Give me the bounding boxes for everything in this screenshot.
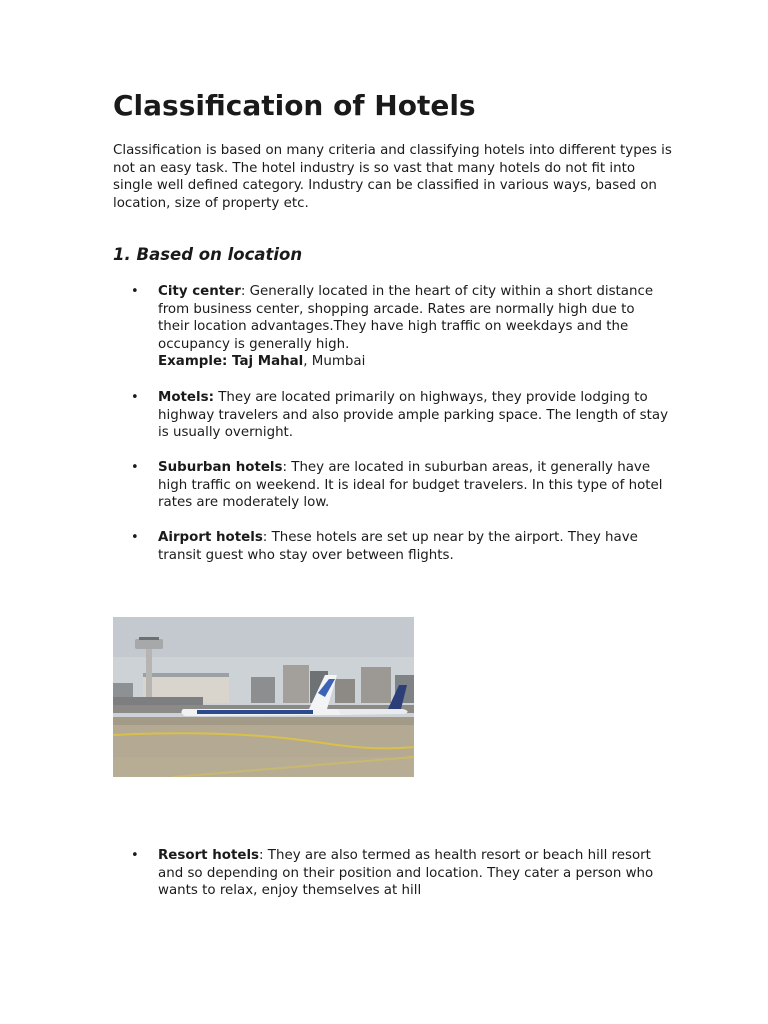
item-term: Suburban hotels [158,460,283,475]
item-term: Motels: [158,390,214,405]
section-heading: 1. Based on location [113,245,303,264]
item-text: : These hotels are set up near by the airport. They have transit guest who stay over between flights. [158,530,638,563]
control-tower [146,649,152,703]
item-text: : They are also termed as health resort or beach hill resort and so depending on their position and location. They cater a person who wants to relax, enjoy themselves at hill [158,848,654,899]
list-item-resort-hotels [131,847,668,900]
item-term: Resort hotels [158,848,260,863]
building [251,677,275,703]
bullet: • [131,530,139,545]
building [361,667,391,703]
intro-paragraph: Classification is based on many criteria and classifying hotels into different types is not an easy task. The hotel industry is so vast that many hotels do not fit into single well defined category. Industry can be classified in various ways, based on location, size of property etc. [113,143,672,211]
item-term: City center [158,284,241,299]
airport-illustration [113,617,414,777]
item-text: : They are located in suburban areas, it generally have high traffic on weekend. It is ideal for budget travelers. In this type of hotel rates are moderately low. [158,460,663,511]
bullet: • [131,460,139,475]
list-item-city-center [131,283,668,371]
list-item-airport-hotels [131,529,668,564]
building [283,665,309,703]
airplane [338,709,408,715]
page-title: Classification of Hotels [113,89,476,122]
bullet: • [131,848,139,863]
item-text: They are located primarily on highways, they provide lodging to highway travelers and also provide ample parking space. The length of stay is usually overnight. [158,390,669,441]
list-item-motels [131,389,669,442]
building [335,679,355,703]
example-label: Example: Taj Mahal [158,354,304,370]
item-text: : Generally located in the heart of city within a short distance from business center, shopping arcade. Rates are normally high due to their location advantages.They have high traffic on weekdays and the occupancy is generally high. [158,284,654,352]
airport-photo [113,617,414,777]
bullet: • [131,390,139,405]
list-item-suburban-hotels [131,459,668,512]
example-text: , Mumbai [303,354,366,370]
bullet: • [131,284,139,299]
item-term: Airport hotels [158,530,263,545]
